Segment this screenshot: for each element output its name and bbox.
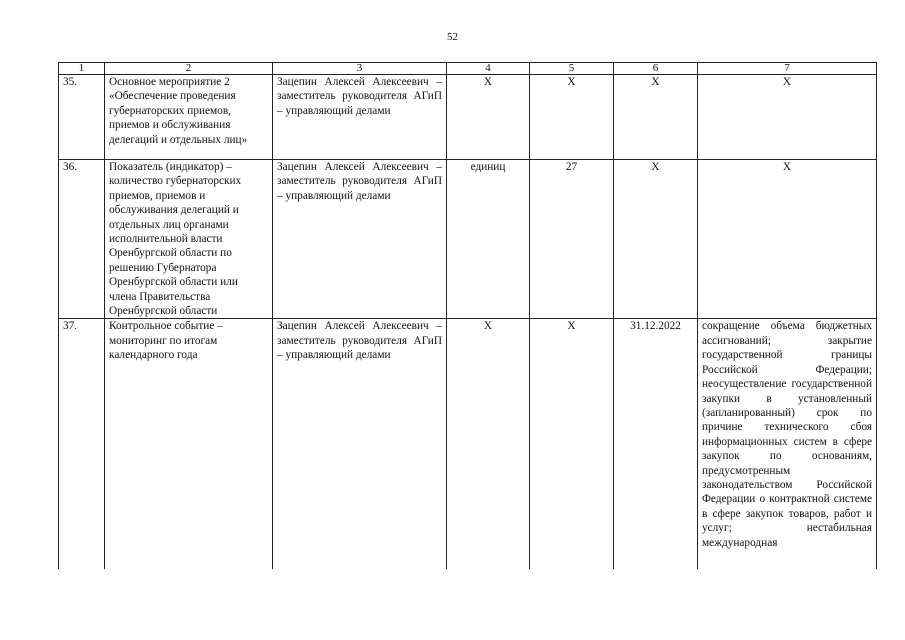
- value-cell: Х: [530, 75, 614, 160]
- value-cell: 27: [530, 160, 614, 319]
- column-number-header: 6: [614, 63, 698, 75]
- unit-cell: Х: [447, 319, 530, 570]
- risks-cell: Х: [698, 75, 877, 160]
- column-number-header: 4: [447, 63, 530, 75]
- column-number-header: 5: [530, 63, 614, 75]
- responsible-person: Зацепин Алексей Алексеевич – заместитель руководителя АГиП – управляющий делами: [273, 319, 447, 570]
- column-number-header: 1: [59, 63, 105, 75]
- row-number: 36.: [59, 160, 105, 319]
- risks-cell: Х: [698, 160, 877, 319]
- date-cell: 31.12.2022: [614, 319, 698, 570]
- activity-name: Основное мероприятие 2 «Обеспечение проведения губернаторских приемов, приемов и обслуживания делегаций и отдельных лиц»: [105, 75, 273, 160]
- page-number: 52: [447, 31, 458, 43]
- column-number-header: 2: [105, 63, 273, 75]
- table-row: [59, 75, 877, 160]
- date-cell: Х: [614, 75, 698, 160]
- program-table: [58, 62, 877, 569]
- control-event-name: Контрольное событие – мониторинг по итогам календарного года: [105, 319, 273, 570]
- unit-cell: Х: [447, 75, 530, 160]
- unit-cell: единиц: [447, 160, 530, 319]
- table-row: [59, 319, 877, 570]
- responsible-person: Зацепин Алексей Алексеевич – заместитель руководителя АГиП – управляющий делами: [273, 160, 447, 319]
- indicator-name: Показатель (индикатор) – количество губернаторских приемов, приемов и обслуживания делегаций и отдельных лиц органами исполнительной власти Оренбургской области по решению Губернатора Оренбургской области или члена Правительства Оренбургской области: [105, 160, 273, 319]
- column-number-header: 7: [698, 63, 877, 75]
- row-number: 35.: [59, 75, 105, 160]
- table-header-row: [59, 63, 877, 75]
- row-number: 37.: [59, 319, 105, 570]
- column-number-header: 3: [273, 63, 447, 75]
- risks-cell: сокращение объема бюджетных ассигнований; закрытие государственной границы Российской Федерации; неосуществление государственной закупки в установленный (запланированный) срок по причине технического сбоя информационных систем в сфере закупок по основаниям, предусмотренным законодательством Российской Федерации о контрактной системе в сфере закупок товаров, работ и услуг; нестабильная международная: [698, 319, 877, 570]
- date-cell: Х: [614, 160, 698, 319]
- table-row: [59, 160, 877, 319]
- value-cell: Х: [530, 319, 614, 570]
- responsible-person: Зацепин Алексей Алексеевич – заместитель руководителя АГиП – управляющий делами: [273, 75, 447, 160]
